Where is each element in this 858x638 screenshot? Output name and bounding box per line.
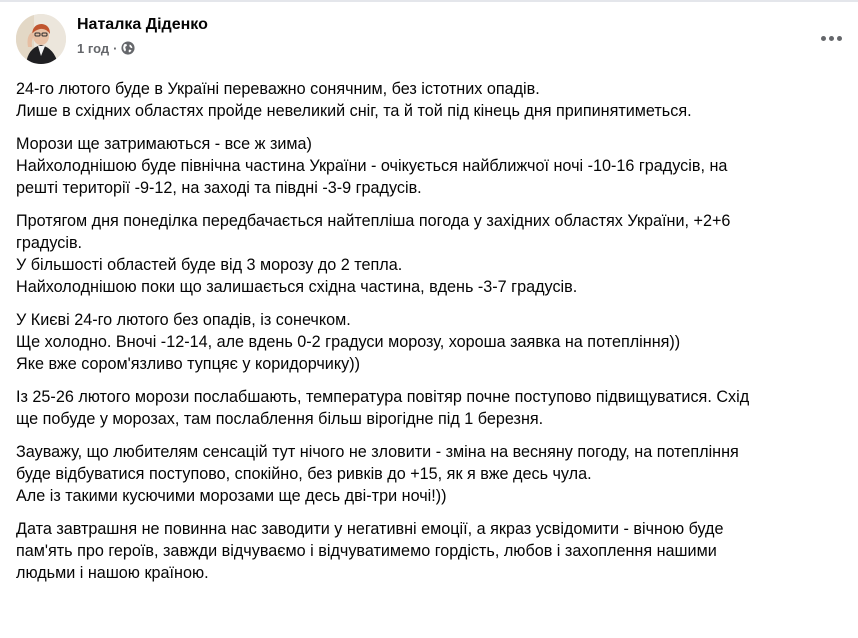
post-text-line: решті території -9-12, на заході та півдні -3-9 градусів. (16, 179, 422, 197)
more-options-button[interactable] (816, 28, 846, 48)
post-text-line: Із 25-26 лютого морози послабшають, температура повітяр почне поступово підвищуватися. Схід (16, 388, 750, 406)
avatar-photo-icon (16, 14, 66, 64)
post-text-line: градусів. (16, 234, 83, 252)
post-text-line: 24-го лютого буде в Україні переважно сонячним, без істотних опадів. (16, 80, 540, 98)
author-name[interactable]: Наталка Діденко (77, 15, 208, 33)
more-horizontal-icon (829, 36, 834, 41)
post-text-line: Дата завтрашня не повинна нас заводити у негативні емоції, а якраз усвідомити - вічною буде (16, 520, 724, 538)
post-paragraph (16, 309, 848, 375)
more-horizontal-icon (821, 36, 826, 41)
post-text-line: Морози ще затримаються - все ж зима) (16, 135, 312, 153)
post-text-line: Зауважу, що любителям сенсацій тут нічого не зловити - зміна на весняну погоду, на потепління (16, 443, 739, 461)
post-text-line: буде відбуватися поступово, спокійно, без ривків до +15, як я вже десь чула. (16, 465, 592, 483)
post-text-line: Найхолоднішою поки що залишається східна частина, вдень -3-7 градусів. (16, 278, 578, 296)
author-avatar[interactable] (16, 14, 66, 64)
post-text-line: Найхолоднішою буде північна частина України - очікується найближчої ночі -10-16 градусів, на (16, 157, 728, 175)
post-text-line: Лише в східних областях пройде невеликий сніг, та й той під кінець дня припинятиметься. (16, 102, 692, 120)
post-meta (77, 41, 208, 56)
post-text-line: пам'ять про героїв, завжди відчуваємо і відчуватимемо гордість, любов і захоплення нашими (16, 542, 717, 560)
post-text-line: Протягом дня понеділка передбачається найтепліша погода у західних областях України, +2+6 (16, 212, 731, 230)
post-text-line: Ще холодно. Вночі -12-14, але вдень 0-2 градуси морозу, хороша заявка на потепління)) (16, 333, 681, 351)
post-paragraph (16, 210, 848, 298)
post-text-line: У Києві 24-го лютого без опадів, із сонечком. (16, 311, 351, 329)
post-text-line: людьми і нашою країною. (16, 564, 209, 582)
post-text-line: ще побуде у морозах, там послаблення більш вірогідне під 1 березня. (16, 410, 544, 428)
post-header (16, 14, 208, 64)
post-timestamp[interactable]: 1 год (77, 40, 110, 56)
meta-separator: · (113, 40, 118, 56)
post-paragraph (16, 133, 848, 199)
top-divider (0, 0, 858, 2)
post-text-line: Але із такими кусючими морозами ще десь дві-три ночі!)) (16, 487, 447, 505)
post-text-line: У більшості областей буде від 3 морозу до 2 тепла. (16, 256, 403, 274)
post-paragraph (16, 386, 848, 430)
post-text-line: Яке вже сором'язливо тупцяє у коридорчику)) (16, 355, 360, 373)
post-paragraph (16, 441, 848, 507)
author-block (77, 15, 208, 56)
post-paragraph (16, 78, 848, 122)
globe-icon[interactable] (121, 41, 135, 55)
post-paragraph (16, 518, 848, 584)
more-horizontal-icon (837, 36, 842, 41)
post-body (16, 78, 848, 595)
